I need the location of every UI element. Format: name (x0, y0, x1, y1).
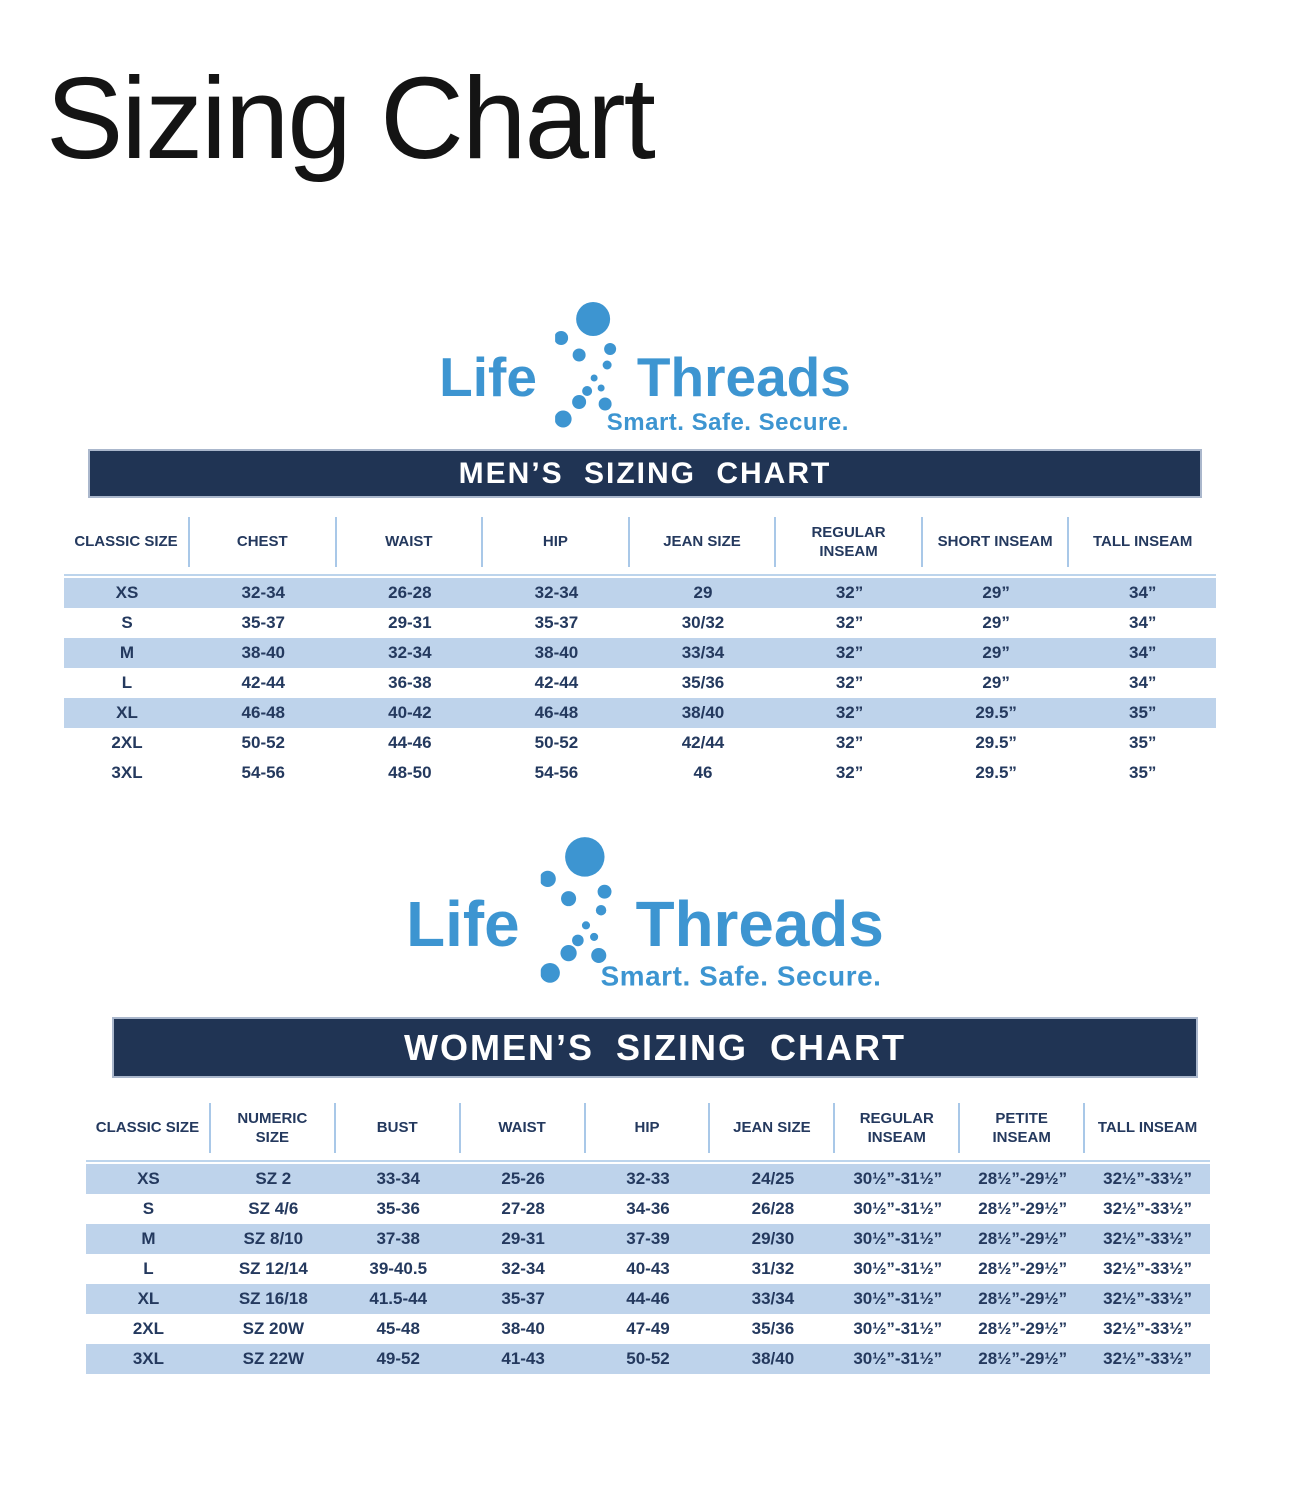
mens-chart-banner (88, 449, 1202, 498)
logo-life-text: Life (406, 888, 520, 961)
table-row (64, 578, 1216, 608)
table-cell: 33-34 (376, 1169, 420, 1188)
table-cell: 30½”-31½” (853, 1289, 943, 1308)
table-cell: SZ 20W (242, 1319, 305, 1338)
table-cell: 2XL (132, 1319, 165, 1338)
column-header: JEAN SIZE (630, 517, 777, 567)
table-row (64, 728, 1216, 758)
table-row (64, 758, 1216, 788)
logo-threads-text: Threads (635, 888, 884, 961)
table-cell: 32” (835, 733, 864, 752)
table-cell: 35” (1128, 763, 1157, 782)
table-cell: 32-34 (241, 583, 286, 602)
table-cell: 27-28 (501, 1199, 545, 1218)
table-cell: 34” (1128, 613, 1157, 632)
table-cell: 42/44 (681, 733, 725, 752)
table-cell: 30½”-31½” (853, 1169, 943, 1188)
table-cell: 29.5” (975, 733, 1017, 752)
logo-tagline: Smart. Safe. Secure. (600, 961, 882, 993)
page-title: Sizing Chart (46, 53, 654, 183)
table-cell: 41.5-44 (369, 1289, 428, 1308)
table-header-row (86, 1096, 1210, 1162)
table-cell: 38-40 (501, 1319, 545, 1338)
table-row (86, 1164, 1210, 1194)
table-cell: 40-43 (626, 1259, 670, 1278)
table-cell: XS (115, 583, 139, 602)
table-row (86, 1314, 1210, 1344)
table-cell: 50-52 (241, 733, 286, 752)
table-cell: 26-28 (388, 583, 432, 602)
table-cell: SZ 4/6 (248, 1199, 299, 1218)
table-cell: 28½”-29½” (978, 1319, 1068, 1338)
table-cell: 38/40 (681, 703, 725, 722)
table-row (86, 1254, 1210, 1284)
table-cell: 29” (982, 613, 1010, 632)
table-cell: 41-43 (501, 1349, 545, 1368)
table-cell: 35” (1128, 703, 1157, 722)
column-header: CHEST (190, 517, 337, 567)
table-cell: 32½”-33½” (1103, 1169, 1192, 1188)
table-cell: 30½”-31½” (853, 1349, 943, 1368)
table-cell: 32½”-33½” (1103, 1319, 1192, 1338)
table-cell: 29.5” (975, 703, 1017, 722)
table-cell: 32½”-33½” (1103, 1199, 1192, 1218)
lifethreads-logo (439, 301, 851, 437)
column-header: BUST (336, 1103, 461, 1153)
table-cell: 28½”-29½” (978, 1169, 1068, 1188)
column-header: PETITE INSEAM (960, 1103, 1085, 1153)
column-header: WAIST (461, 1103, 586, 1153)
table-cell: 46 (693, 763, 713, 782)
column-header: CLASSIC SIZE (86, 1103, 211, 1153)
table-cell: 32½”-33½” (1103, 1229, 1192, 1248)
table-cell: 37-39 (626, 1229, 670, 1248)
table-cell: M (141, 1229, 156, 1248)
table-cell: 38/40 (751, 1349, 795, 1368)
table-cell: SZ 8/10 (243, 1229, 304, 1248)
table-row (64, 608, 1216, 638)
table-cell: 35-37 (241, 613, 286, 632)
table-cell: 29-31 (501, 1229, 545, 1248)
table-cell: 26/28 (751, 1199, 795, 1218)
table-cell: 49-52 (376, 1349, 420, 1368)
table-cell: SZ 22W (242, 1349, 305, 1368)
table-cell: 42-44 (534, 673, 579, 692)
table-cell: 35-37 (534, 613, 579, 632)
table-cell: 46-48 (241, 703, 286, 722)
lifethreads-logo (406, 836, 884, 994)
table-cell: 37-38 (376, 1229, 420, 1248)
table-cell: 28½”-29½” (978, 1199, 1068, 1218)
table-cell: 32-34 (534, 583, 579, 602)
table-cell: 31/32 (751, 1259, 795, 1278)
table-cell: XS (137, 1169, 160, 1188)
table-cell: 32½”-33½” (1103, 1289, 1192, 1308)
table-row (86, 1284, 1210, 1314)
table-cell: 34” (1128, 583, 1157, 602)
table-cell: L (121, 673, 133, 692)
column-header: WAIST (337, 517, 484, 567)
table-cell: 32-34 (388, 643, 432, 662)
table-cell: L (143, 1259, 154, 1278)
table-cell: 2XL (111, 733, 143, 752)
table-cell: 32-33 (626, 1169, 670, 1188)
table-cell: 30½”-31½” (853, 1259, 943, 1278)
mens-banner-title: MEN’S SIZING CHART (458, 456, 832, 490)
table-row (86, 1224, 1210, 1254)
table-cell: 29/30 (751, 1229, 795, 1248)
column-header: CLASSIC SIZE (64, 517, 190, 567)
table-cell: 32-34 (501, 1259, 545, 1278)
table-cell: 33/34 (751, 1289, 795, 1308)
column-header: TALL INSEAM (1092, 533, 1193, 551)
table-cell: 34-36 (626, 1199, 670, 1218)
table-cell: 35-36 (376, 1199, 420, 1218)
table-cell: 32” (835, 763, 864, 782)
table-cell: SZ 12/14 (238, 1259, 308, 1278)
table-cell: SZ 2 (255, 1169, 292, 1188)
table-row (64, 698, 1216, 728)
womens-sizing-table (86, 1096, 1210, 1374)
table-cell: 35/36 (751, 1319, 795, 1338)
table-cell: 50-52 (626, 1349, 670, 1368)
table-cell: 28½”-29½” (978, 1259, 1068, 1278)
table-cell: 28½”-29½” (978, 1229, 1068, 1248)
table-cell: 42-44 (241, 673, 286, 692)
table-cell: 28½”-29½” (978, 1289, 1068, 1308)
table-row (86, 1194, 1210, 1224)
table-cell: 35/36 (681, 673, 725, 692)
table-row (86, 1344, 1210, 1374)
table-cell: 33/34 (681, 643, 725, 662)
table-cell: 45-48 (376, 1319, 420, 1338)
column-header: HIP (586, 1103, 711, 1153)
column-header: HIP (483, 517, 630, 567)
logo-threads-text: Threads (636, 346, 851, 408)
column-header: SHORT INSEAM (923, 517, 1070, 567)
table-cell: 29” (982, 643, 1010, 662)
table-cell: 24/25 (751, 1169, 795, 1188)
table-cell: 44-46 (388, 733, 432, 752)
table-cell: 54-56 (534, 763, 579, 782)
table-cell: 50-52 (534, 733, 579, 752)
table-cell: SZ 16/18 (238, 1289, 308, 1308)
table-cell: 36-38 (388, 673, 432, 692)
table-cell: 32” (835, 583, 864, 602)
table-cell: 32” (835, 613, 864, 632)
table-cell: 46-48 (534, 703, 579, 722)
table-cell: 48-50 (388, 763, 432, 782)
mens-sizing-table (64, 510, 1216, 788)
column-header: NUMERIC SIZE (211, 1103, 336, 1153)
table-cell: 38-40 (241, 643, 286, 662)
womens-banner-title: WOMEN’S SIZING CHART (404, 1026, 906, 1068)
table-cell: 38-40 (534, 643, 579, 662)
column-header: REGULAR INSEAM (835, 1103, 960, 1153)
table-cell: 3XL (132, 1349, 165, 1368)
table-cell: 30/32 (681, 613, 725, 632)
column-header: TALL INSEAM (1097, 1119, 1198, 1137)
table-cell: 34” (1128, 643, 1157, 662)
table-cell: 25-26 (501, 1169, 545, 1188)
table-cell: 39-40.5 (369, 1259, 428, 1278)
table-cell: 32½”-33½” (1103, 1259, 1192, 1278)
table-cell: 30½”-31½” (853, 1199, 943, 1218)
table-cell: 32½”-33½” (1103, 1349, 1192, 1368)
table-cell: 29 (693, 583, 713, 602)
table-cell: 30½”-31½” (853, 1319, 943, 1338)
table-cell: 29-31 (388, 613, 432, 632)
table-cell: 32” (835, 703, 864, 722)
table-cell: 29” (982, 673, 1010, 692)
table-cell: 30½”-31½” (853, 1229, 943, 1248)
table-cell: 54-56 (241, 763, 286, 782)
table-cell: XL (137, 1289, 160, 1308)
table-row (64, 638, 1216, 668)
table-row (64, 668, 1216, 698)
table-cell: 35-37 (501, 1289, 545, 1308)
table-cell: 32” (835, 643, 864, 662)
logo-life-text: Life (439, 346, 537, 408)
table-cell: M (119, 643, 135, 662)
table-cell: 34” (1128, 673, 1157, 692)
table-cell: XL (116, 703, 138, 722)
column-header: REGULAR INSEAM (776, 517, 923, 567)
column-header: JEAN SIZE (710, 1103, 835, 1153)
womens-chart-banner (112, 1017, 1198, 1078)
table-cell: S (142, 1199, 155, 1218)
table-header-row (64, 510, 1216, 576)
table-cell: 32” (835, 673, 864, 692)
logo-tagline: Smart. Safe. Secure. (606, 409, 849, 436)
table-cell: 47-49 (626, 1319, 670, 1338)
table-cell: 40-42 (388, 703, 432, 722)
table-cell: 28½”-29½” (978, 1349, 1068, 1368)
table-cell: 29.5” (975, 763, 1017, 782)
table-cell: 44-46 (626, 1289, 670, 1308)
table-cell: 35” (1128, 733, 1157, 752)
table-cell: 3XL (111, 763, 143, 782)
table-cell: 29” (982, 583, 1010, 602)
table-cell: S (121, 613, 133, 632)
